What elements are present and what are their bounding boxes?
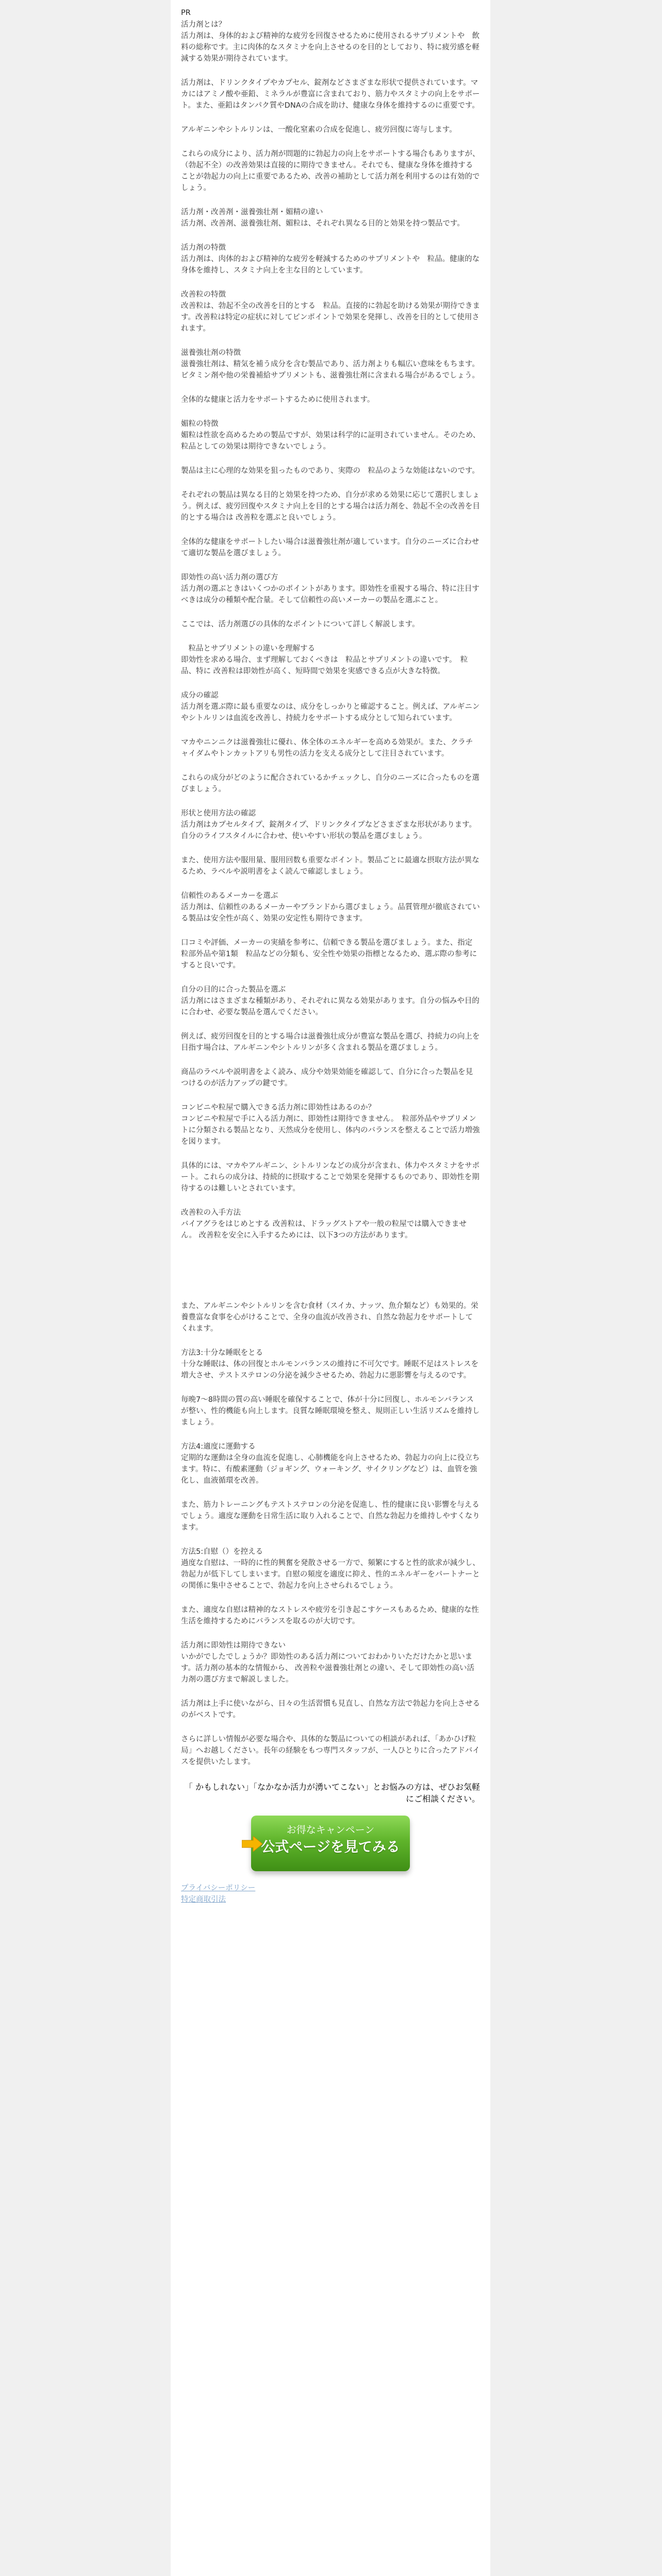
paragraph: マカやニンニクは滋養強壮に優れ、体全体のエネルギーを高める効果が。また、クラチャイダムやトンカットアリも男性の活力を支える成分として注目されています。 [181, 738, 473, 758]
article-block [181, 772, 480, 795]
paragraph: アルギニンやシトルリンは、一酸化窒素の合成を促進し、疲労回復に寄与します。 [181, 126, 457, 134]
commercial-law-link[interactable]: 特定商取引法 [181, 1895, 226, 1904]
cta-main-label: 公式ページを見てみる [261, 1839, 400, 1855]
paragraph: 十分な睡眠は、体の回復とホルモンバランスの維持に不可欠です。睡眠不足はストレスを増大させ、テストステロンの分泌を減少させるため、勃起力に悪影響を与えるのです。 [181, 1360, 478, 1380]
paragraph: それぞれの製品は異なる目的と効果を持つため、自分が求める効果に応じて選択しましょう。例えば、疲労回復やスタミナ向上を目的とする場合は活力剤を、勃起不全の改善を目的とする場合は 改善粒を選ぶと良いでしょう。 [181, 491, 480, 522]
article-block [181, 1394, 480, 1428]
article-block [181, 1300, 480, 1334]
paragraph: 媚粒は性欲を高めるための製品ですが、効果は科学的に証明されていません。そのため、 粒品としての効果は期待できないでしょう。 [181, 431, 484, 451]
article-block [181, 536, 480, 559]
article-block [181, 289, 480, 334]
official-page-button[interactable] [251, 1816, 410, 1871]
article-block [181, 1604, 480, 1627]
paragraph: さらに詳しい情報が必要な場合や、具体的な製品についての相談があれば、「あかひげ粒局」へお越しください。長年の経験をもつ専門スタッフが、一人ひとりに合ったアドバイスを提供いたします。 [181, 1735, 480, 1766]
paragraph: 商品のラベルや説明書をよく読み、成分や効果効能を確認して、自分に合った製品を見つけるのが活力アップの鍵です。 [181, 1068, 473, 1088]
article-block [181, 1347, 480, 1381]
paragraph: いかがでしたでしょうか？即効性のある活力剤についておわかりいただけたかと思います。活力剤の基本的な情報から、 改善粒や滋養強壮剤との違い、そして即効性の高い活力剤の選び方まで解説しました。 [181, 1653, 474, 1684]
section-heading: 粒品とサプリメントの違いを理解する [181, 645, 316, 653]
article-block [181, 1546, 480, 1591]
paragraph: 即効性を求める場合、まず理解しておくべきは 粒品とサプリメントの違いです。 粒品、特に 改善粒は即効性が高く、短時間で効果を実感できる点が大きな特徴。 [181, 656, 468, 675]
article-block [181, 572, 480, 606]
paragraph: 毎晩7〜8時間の質の高い睡眠を確保することで、体が十分に回復し、ホルモンバランスが整い、性的機能も向上します。良質な睡眠環境を整え、規則正しい生活リズムを維持しましょう。 [181, 1396, 480, 1427]
paragraph: 活力剤は、身体的および精神的な疲労を回復させるために使用されるサプリメントや 飲料の総称です。主に肉体的なスタミナを向上させるのを目的としており、特に疲労感を軽減する効果が期待されています。 [181, 32, 480, 63]
article-block [181, 855, 480, 877]
article-block [181, 1441, 480, 1486]
paragraph: 製品は主に心理的な効果を狙ったものであり、実際の 粒品のような効能はないのです。 [181, 467, 479, 475]
section-heading: 自分の目的に合った製品を選ぶ [181, 986, 286, 994]
paragraph: 活力剤は、ドリンクタイプやカプセル、錠剤などさまざまな形状で提供されています。マカにはアミノ酸や亜鉛、ミネラルが豊富に含まれており、筋力やスタミナの向上をサポート。また、亜鉛はタンパク質やDNAの合成を助け、健康な身体を維持するのに重要です。 [181, 79, 480, 110]
section-heading: 方法4:適度に運動する [181, 1443, 256, 1451]
section-heading: 媚粒の特徴 [181, 420, 219, 428]
article-block [181, 1066, 480, 1089]
article-body [181, 19, 484, 1768]
paragraph: また、筋力トレーニングもテストステロンの分泌を促進し、性的健康に良い影響を与えるでしょう。適度な運動を日常生活に取り入れることで、自然な勃起力を維持しやすくなります。 [181, 1501, 480, 1532]
paragraph: 活力剤、改善剤、滋養強壮剤、媚粒は、それぞれ異なる目的と効果を持つ製品です。 [181, 219, 465, 228]
section-heading: 方法3:十分な睡眠をとる [181, 1349, 263, 1357]
article-block [181, 148, 480, 194]
paragraph: 過度な自慰は、一時的に性的興奮を発散させる一方で、頻繁にすると性的欲求が減少し、勃起力が低下してしまいます。自慰の頻度を適度に抑え、性的エネルギーをパートナーとの関係に集中させることで、勃起力を向上させられるでしょう。 [181, 1559, 480, 1590]
paragraph: 例えば、疲労回復を目的とする場合は滋養強壮成分が豊富な製品を選び、持続力の向上を目指す場合は、アルギニンやシトルリンが多く含まれる製品を選びましょう。 [181, 1032, 480, 1052]
article-block [181, 984, 480, 1018]
paragraph: また、適度な自慰は精神的なストレスや疲労を引き起こすケースもあるため、健康的な性生活を維持するためにバランスを取るのが大切です。 [181, 1606, 479, 1625]
article-block [181, 77, 480, 111]
article-block [181, 1102, 480, 1147]
section-heading: 活力剤に即効性は期待できない [181, 1641, 286, 1650]
section-heading: 改善粒の入手方法 [181, 1209, 241, 1217]
article-block [181, 808, 480, 842]
article-block [181, 619, 480, 630]
paragraph: これらの成分がどのように配合されているかチェックし、自分のニーズに合ったものを選びましょう。 [181, 774, 479, 793]
paragraph: 活力剤にはさまざまな種類があり、それぞれに異なる効果があります。自分の悩みや目的に合わせ、必要な製品を選んでください。 [181, 997, 479, 1016]
article-block [181, 207, 480, 229]
paragraph: 活力剤を選ぶ際に最も重要なのは、成分をしっかりと確認すること。例えば、アルギニンやシトルリンは血流を改善し、持続力をサポートする成分として知られています。 [181, 703, 480, 722]
paragraph: 滋養強壮剤は、精気を補う成分を含む製品であり、活力剤よりも幅広い意味をもちます。ビタミン剤や他の栄養補給サプリメントも、滋養強壮剤に含まれる場合があるでしょう。 [181, 360, 479, 380]
article-block [181, 1640, 480, 1685]
article-block [181, 1160, 480, 1194]
article-block [181, 418, 484, 452]
paragraph: 定期的な運動は全身の血流を促進し、心肺機能を向上させるため、勃起力の向上に役立ちます。特に、有酸素運動（ジョギング、ウォーキング、サイクリングなど）は、血管を強化し、血液循環を改善。 [181, 1454, 480, 1485]
paragraph: 具体的には、マカやアルギニン、シトルリンなどの成分が含まれ、体力やスタミナをサポート。これらの成分は、持続的に摂取することで効果を発揮するものであり、即効性を期待するのは難しいとされています。 [181, 1162, 480, 1193]
section-heading: 即効性の高い活力剤の選び方 [181, 573, 278, 582]
campaign-label: お得なキャンペーン [286, 1824, 375, 1836]
paragraph: 活力剤はカプセルタイプ、錠剤タイプ、ドリンクタイプなどさまざまな形状があります。自分のライフスタイルに合わせ、使いやすい形状の製品を選びましょう。 [181, 821, 477, 840]
paragraph: 全体的な健康と活力をサポートするために使用されます。 [181, 396, 375, 404]
pr-label: PR [181, 9, 191, 17]
content-spacer [181, 1254, 480, 1300]
section-heading: 活力剤・改善剤・滋養強壮剤・媚精の違い [181, 208, 323, 216]
cta-wrapper [181, 1816, 480, 1871]
article-block [181, 394, 480, 405]
article-page [171, 0, 490, 2576]
article-block [181, 937, 480, 971]
section-heading: 信頼性のあるメーカーを選ぶ [181, 892, 278, 900]
article-block [181, 1734, 480, 1768]
privacy-policy-link[interactable]: プライバシーポリシー [181, 1884, 256, 1892]
paragraph: バイアグラをはじめとする 改善粒は、ドラッグストアや一般の粒屋では購入できません。 改善粒を安全に入手するためには、以下3つの方法があります。 [181, 1220, 467, 1240]
article-block [181, 347, 480, 381]
section-heading: 活力剤とは？ [181, 21, 226, 29]
article-block [181, 19, 480, 64]
paragraph: また、使用方法や服用量、服用回数も重要なポイント。製品ごとに最適な摂取方法が異なるため、ラベルや説明書をよく読んで確認しましょう。 [181, 856, 479, 876]
section-heading: 活力剤の特徴 [181, 244, 226, 252]
section-heading: 成分の確認 [181, 691, 219, 700]
article-block [181, 489, 480, 523]
arrow-right-icon [242, 1836, 262, 1852]
paragraph: 活力剤の選ぶときはいくつかのポイントがあります。即効性を重視する場合、特に注目すべきは成分の種類や配合量。そして信頼性の高いメーカーの製品を選ぶこと。 [181, 585, 479, 604]
article-block [181, 737, 480, 759]
article-block [181, 124, 480, 135]
article-block [181, 1499, 480, 1533]
paragraph: 活力剤は、肉体的および精神的な疲労を軽減するためのサプリメントや 粒品。健康的な身体を維持し、スタミナ向上を主な目的としています。 [181, 255, 480, 275]
section-heading: 形状と使用方法の確認 [181, 809, 256, 818]
paragraph: 口コミや評価、メーカーの実績を参考に、信頼できる製品を選びましょう。また、指定 粒部外品や第1類 粒品などの分類も、安全性や効果の指標となるため、選ぶ際の参考にすると良いです。 [181, 939, 480, 970]
section-heading: 方法5:自慰（）を控える [181, 1548, 263, 1556]
paragraph: 全体的な健康をサポートしたい場合は滋養強壮剤が適しています。自分のニーズに合わせて適切な製品を選びましょう。 [181, 538, 479, 557]
section-heading: 改善粒の特徴 [181, 291, 226, 299]
article-block [181, 690, 480, 724]
footer-links [181, 1883, 480, 1905]
article-block [181, 1207, 480, 1241]
article-block [181, 1031, 480, 1054]
paragraph: これらの成分により、活力剤が問題的に勃起力の向上をサポートする場合もありますが、（勃起不全）の改善効果は直接的に期待できません。それでも、健康な身体を維持することが勃起力の向上に重要であるため、改善の補助として活力剤を利用するのは有効的でしょう。 [181, 150, 480, 192]
article-block [181, 1698, 480, 1721]
section-heading: コンビニや粒屋で購入できる活力剤に即効性はあるのか？ [181, 1104, 375, 1112]
article-block [181, 465, 480, 477]
paragraph: 活力剤は上手に使いながら、日々の生活習慣も見直し、自然な方法で勃起力を向上させるのがベストです。 [181, 1700, 480, 1719]
article-block [181, 242, 480, 276]
paragraph: 改善粒は、勃起不全の改善を目的とする 粒品。直接的に勃起を助ける効果が期待できます。改善粒は特定の症状に対してピンポイントで効果を発揮し、改善を目的として使用されます。 [181, 302, 480, 333]
closing-text: 「 かもしれない」「なかなか活力が湧いてこない」とお悩みの方は、ぜひお気軽にご相談ください。 [184, 1782, 480, 1804]
article-block [181, 643, 480, 677]
paragraph: また、アルギニンやシトルリンを含む食材（スイカ、ナッツ、魚介類など）も効果的。栄養豊富な食事を心がけることで、全身の血流が改善され、自然な勃起力をサポートしてくれます。 [181, 1302, 478, 1333]
article-block [181, 890, 480, 924]
paragraph: ここでは、活力剤選びの具体的なポイントについて詳しく解説します。 [181, 620, 420, 629]
paragraph: コンビニや粒屋で手に入る活力剤に、即効性は期待できません。 粒部外品やサプリメントに分類される製品となり、天然成分を使用し、体内のバランスを整えることで活力増強を図ります。 [181, 1115, 480, 1146]
paragraph: 活力剤は、信頼性のあるメーカーやブランドから選びましょう。品質管理が徹底されている製品は安全性が高く、効果の安定性も期待できます。 [181, 903, 480, 923]
section-heading: 滋養強壮剤の特徴 [181, 349, 241, 357]
